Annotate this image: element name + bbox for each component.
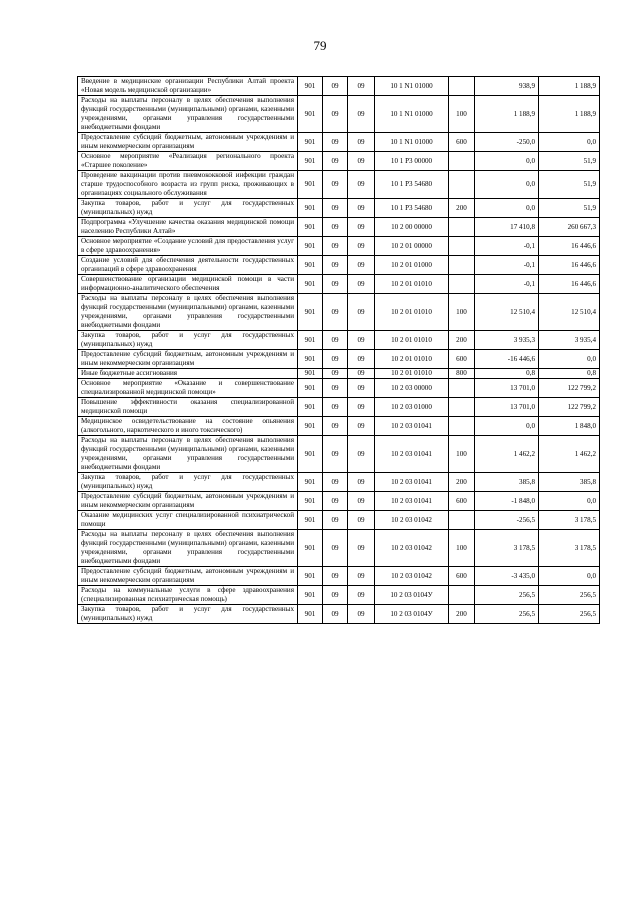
row-amount-1-cell: -1 848,0 <box>475 492 539 511</box>
row-target-article-cell: 10 2 01 01010 <box>375 369 449 379</box>
row-subsection-cell: 09 <box>348 492 375 511</box>
row-amount-1-cell: 938,9 <box>475 77 539 96</box>
row-name-cell: Расходы на выплаты персоналу в целях обеспечения выполнения функций государственными (муниципальными) органами, казенными учреждениями, органами управления государственными внебюджетными фондами <box>78 436 298 473</box>
row-section-cell: 09 <box>323 133 348 152</box>
row-admin-code-cell: 901 <box>298 379 323 398</box>
row-name-cell: Повышение эффективности оказания специализированной медицинской помощи <box>78 398 298 417</box>
row-amount-1-cell: 0,8 <box>475 369 539 379</box>
row-target-article-cell: 10 2 03 01000 <box>375 398 449 417</box>
row-amount-1-cell: 12 510,4 <box>475 294 539 331</box>
table-row <box>78 605 600 624</box>
row-name-cell: Закупка товаров, работ и услуг для государственных (муниципальных) нужд <box>78 473 298 492</box>
row-target-article-cell: 10 1 P3 54680 <box>375 199 449 218</box>
row-amount-2-cell: 12 510,4 <box>539 294 600 331</box>
row-section-cell: 09 <box>323 379 348 398</box>
row-section-cell: 09 <box>323 218 348 237</box>
row-section-cell: 09 <box>323 256 348 275</box>
row-subsection-cell: 09 <box>348 530 375 567</box>
row-amount-2-cell: 0,0 <box>539 350 600 369</box>
row-target-article-cell: 10 2 01 01010 <box>375 331 449 350</box>
row-name-cell: Предоставление субсидий бюджетным, автономным учреждениям и иным некоммерческим организациям <box>78 567 298 586</box>
table-row <box>78 294 600 331</box>
row-expense-kind-cell <box>449 171 475 199</box>
row-expense-kind-cell <box>449 77 475 96</box>
row-amount-2-cell: 0,0 <box>539 133 600 152</box>
row-admin-code-cell: 901 <box>298 256 323 275</box>
row-admin-code-cell: 901 <box>298 171 323 199</box>
table-row <box>78 511 600 530</box>
row-expense-kind-cell: 800 <box>449 369 475 379</box>
row-amount-2-cell: 51,9 <box>539 199 600 218</box>
row-target-article-cell: 10 2 01 01000 <box>375 256 449 275</box>
row-expense-kind-cell: 200 <box>449 473 475 492</box>
row-expense-kind-cell <box>449 275 475 294</box>
row-target-article-cell: 10 1 P3 00000 <box>375 152 449 171</box>
row-name-cell: Предоставление субсидий бюджетным, автономным учреждениям и иным некоммерческим организациям <box>78 350 298 369</box>
row-expense-kind-cell: 600 <box>449 567 475 586</box>
row-subsection-cell: 09 <box>348 218 375 237</box>
row-target-article-cell: 10 2 01 01010 <box>375 350 449 369</box>
row-target-article-cell: 10 1 N1 01000 <box>375 77 449 96</box>
row-amount-2-cell: 51,9 <box>539 171 600 199</box>
table-row <box>78 586 600 605</box>
row-amount-1-cell: 1 462,2 <box>475 436 539 473</box>
row-amount-2-cell: 3 178,5 <box>539 511 600 530</box>
row-subsection-cell: 09 <box>348 605 375 624</box>
row-amount-1-cell: 13 701,0 <box>475 379 539 398</box>
row-expense-kind-cell: 100 <box>449 436 475 473</box>
row-admin-code-cell: 901 <box>298 331 323 350</box>
row-subsection-cell: 09 <box>348 237 375 256</box>
row-admin-code-cell: 901 <box>298 218 323 237</box>
row-amount-2-cell: 3 935,4 <box>539 331 600 350</box>
row-amount-2-cell: 385,8 <box>539 473 600 492</box>
row-subsection-cell: 09 <box>348 152 375 171</box>
row-name-cell: Иные бюджетные ассигнования <box>78 369 298 379</box>
row-subsection-cell: 09 <box>348 275 375 294</box>
row-section-cell: 09 <box>323 171 348 199</box>
row-section-cell: 09 <box>323 275 348 294</box>
row-admin-code-cell: 901 <box>298 586 323 605</box>
row-name-cell: Введение в медицинские организации Республики Алтай проекта «Новая модель медицинской организации» <box>78 77 298 96</box>
row-target-article-cell: 10 2 01 01010 <box>375 294 449 331</box>
row-amount-2-cell: 1 462,2 <box>539 436 600 473</box>
row-admin-code-cell: 901 <box>298 350 323 369</box>
table-row <box>78 492 600 511</box>
budget-table-body <box>78 77 600 624</box>
row-admin-code-cell: 901 <box>298 237 323 256</box>
row-name-cell: Закупка товаров, работ и услуг для государственных (муниципальных) нужд <box>78 331 298 350</box>
row-section-cell: 09 <box>323 511 348 530</box>
row-amount-2-cell: 0,8 <box>539 369 600 379</box>
row-expense-kind-cell <box>449 256 475 275</box>
row-amount-1-cell: 1 188,9 <box>475 96 539 133</box>
row-section-cell: 09 <box>323 492 348 511</box>
row-amount-2-cell: 122 799,2 <box>539 398 600 417</box>
table-row <box>78 369 600 379</box>
row-amount-2-cell: 3 178,5 <box>539 530 600 567</box>
row-section-cell: 09 <box>323 398 348 417</box>
row-admin-code-cell: 901 <box>298 567 323 586</box>
row-admin-code-cell: 901 <box>298 294 323 331</box>
row-subsection-cell: 09 <box>348 294 375 331</box>
row-target-article-cell: 10 1 N1 01000 <box>375 133 449 152</box>
row-section-cell: 09 <box>323 605 348 624</box>
row-subsection-cell: 09 <box>348 331 375 350</box>
row-expense-kind-cell <box>449 379 475 398</box>
row-expense-kind-cell <box>449 586 475 605</box>
row-target-article-cell: 10 2 03 01042 <box>375 511 449 530</box>
row-expense-kind-cell <box>449 398 475 417</box>
row-target-article-cell: 10 2 03 0104У <box>375 586 449 605</box>
row-amount-1-cell: 0,0 <box>475 417 539 436</box>
row-target-article-cell: 10 2 03 00000 <box>375 379 449 398</box>
table-row <box>78 398 600 417</box>
row-admin-code-cell: 901 <box>298 275 323 294</box>
row-amount-1-cell: -16 446,6 <box>475 350 539 369</box>
row-subsection-cell: 09 <box>348 417 375 436</box>
table-row <box>78 379 600 398</box>
row-target-article-cell: 10 2 03 01042 <box>375 530 449 567</box>
row-section-cell: 09 <box>323 294 348 331</box>
row-expense-kind-cell <box>449 417 475 436</box>
row-subsection-cell: 09 <box>348 473 375 492</box>
row-amount-1-cell: 0,0 <box>475 171 539 199</box>
row-expense-kind-cell <box>449 237 475 256</box>
row-expense-kind-cell <box>449 152 475 171</box>
row-name-cell: Основное мероприятие «Реализация регионального проекта «Старшее поколение» <box>78 152 298 171</box>
row-amount-2-cell: 16 446,6 <box>539 275 600 294</box>
row-amount-2-cell: 122 799,2 <box>539 379 600 398</box>
row-name-cell: Подпрограмма «Улучшение качества оказания медицинской помощи населению Республики Алтай» <box>78 218 298 237</box>
table-row <box>78 417 600 436</box>
row-subsection-cell: 09 <box>348 350 375 369</box>
table-row <box>78 77 600 96</box>
row-section-cell: 09 <box>323 369 348 379</box>
row-amount-2-cell: 260 667,3 <box>539 218 600 237</box>
table-row <box>78 331 600 350</box>
row-admin-code-cell: 901 <box>298 492 323 511</box>
row-name-cell: Расходы на коммунальные услуги в сфере здравоохранения (специализированная психиатрическая помощь) <box>78 586 298 605</box>
row-admin-code-cell: 901 <box>298 417 323 436</box>
row-name-cell: Закупка товаров, работ и услуг для государственных (муниципальных) нужд <box>78 605 298 624</box>
row-section-cell: 09 <box>323 417 348 436</box>
row-amount-1-cell: 3 935,3 <box>475 331 539 350</box>
row-amount-2-cell: 16 446,6 <box>539 256 600 275</box>
row-amount-1-cell: -256,5 <box>475 511 539 530</box>
row-amount-2-cell: 16 446,6 <box>539 237 600 256</box>
table-row <box>78 152 600 171</box>
row-target-article-cell: 10 2 03 01041 <box>375 417 449 436</box>
row-amount-1-cell: -0,1 <box>475 237 539 256</box>
table-row <box>78 350 600 369</box>
row-amount-1-cell: 0,0 <box>475 199 539 218</box>
row-target-article-cell: 10 2 03 01041 <box>375 492 449 511</box>
row-target-article-cell: 10 2 01 01010 <box>375 275 449 294</box>
row-subsection-cell: 09 <box>348 379 375 398</box>
row-subsection-cell: 09 <box>348 436 375 473</box>
row-section-cell: 09 <box>323 567 348 586</box>
row-subsection-cell: 09 <box>348 171 375 199</box>
row-subsection-cell: 09 <box>348 511 375 530</box>
row-amount-1-cell: 13 701,0 <box>475 398 539 417</box>
row-admin-code-cell: 901 <box>298 398 323 417</box>
row-subsection-cell: 09 <box>348 199 375 218</box>
row-section-cell: 09 <box>323 436 348 473</box>
row-admin-code-cell: 901 <box>298 369 323 379</box>
row-amount-2-cell: 1 188,9 <box>539 96 600 133</box>
table-row <box>78 473 600 492</box>
row-target-article-cell: 10 2 00 00000 <box>375 218 449 237</box>
row-target-article-cell: 10 2 03 01041 <box>375 436 449 473</box>
row-expense-kind-cell: 100 <box>449 96 475 133</box>
row-target-article-cell: 10 2 03 0104У <box>375 605 449 624</box>
table-row <box>78 133 600 152</box>
row-name-cell: Совершенствование организации медицинской помощи в части информационно-аналитического обеспечения <box>78 275 298 294</box>
row-subsection-cell: 09 <box>348 586 375 605</box>
row-subsection-cell: 09 <box>348 77 375 96</box>
row-name-cell: Оказание медицинских услуг специализированной психиатрической помощи <box>78 511 298 530</box>
row-section-cell: 09 <box>323 199 348 218</box>
budget-table <box>77 76 600 624</box>
row-expense-kind-cell <box>449 511 475 530</box>
table-row <box>78 256 600 275</box>
row-section-cell: 09 <box>323 96 348 133</box>
row-section-cell: 09 <box>323 530 348 567</box>
row-subsection-cell: 09 <box>348 398 375 417</box>
row-expense-kind-cell: 100 <box>449 294 475 331</box>
row-admin-code-cell: 901 <box>298 473 323 492</box>
row-admin-code-cell: 901 <box>298 511 323 530</box>
row-amount-1-cell: 385,8 <box>475 473 539 492</box>
row-name-cell: Предоставление субсидий бюджетным, автономным учреждениям и иным некоммерческим организациям <box>78 133 298 152</box>
row-target-article-cell: 10 2 03 01041 <box>375 473 449 492</box>
row-admin-code-cell: 901 <box>298 199 323 218</box>
row-admin-code-cell: 901 <box>298 96 323 133</box>
row-admin-code-cell: 901 <box>298 530 323 567</box>
row-expense-kind-cell: 600 <box>449 133 475 152</box>
table-row <box>78 567 600 586</box>
row-expense-kind-cell: 200 <box>449 199 475 218</box>
row-section-cell: 09 <box>323 152 348 171</box>
row-section-cell: 09 <box>323 237 348 256</box>
row-subsection-cell: 09 <box>348 133 375 152</box>
row-target-article-cell: 10 2 03 01042 <box>375 567 449 586</box>
row-amount-2-cell: 51,9 <box>539 152 600 171</box>
row-amount-1-cell: 256,5 <box>475 605 539 624</box>
row-amount-1-cell: 17 410,8 <box>475 218 539 237</box>
row-name-cell: Основное мероприятие «Создание условий для предоставления услуг в сфере здравоохранения» <box>78 237 298 256</box>
row-name-cell: Медицинское освидетельствование на состояние опьянения (алкогольного, наркотического и иного токсического) <box>78 417 298 436</box>
row-section-cell: 09 <box>323 350 348 369</box>
row-amount-2-cell: 1 848,0 <box>539 417 600 436</box>
row-name-cell: Расходы на выплаты персоналу в целях обеспечения выполнения функций государственными (муниципальными) органами, казенными учреждениями, органами управления государственными внебюджетными фондами <box>78 96 298 133</box>
row-name-cell: Создание условий для обеспечения деятельности государственных организаций в сфере здравоохранения <box>78 256 298 275</box>
row-name-cell: Предоставление субсидий бюджетным, автономным учреждениям и иным некоммерческим организациям <box>78 492 298 511</box>
row-section-cell: 09 <box>323 331 348 350</box>
table-row <box>78 199 600 218</box>
row-name-cell: Закупка товаров, работ и услуг для государственных (муниципальных) нужд <box>78 199 298 218</box>
table-row <box>78 237 600 256</box>
row-amount-2-cell: 1 188,9 <box>539 77 600 96</box>
row-amount-2-cell: 256,5 <box>539 605 600 624</box>
row-admin-code-cell: 901 <box>298 133 323 152</box>
row-name-cell: Расходы на выплаты персоналу в целях обеспечения выполнения функций государственными (муниципальными) органами, казенными учреждениями, органами управления государственными внебюджетными фондами <box>78 530 298 567</box>
page-number: 79 <box>313 38 327 53</box>
row-amount-1-cell: -250,0 <box>475 133 539 152</box>
row-subsection-cell: 09 <box>348 369 375 379</box>
row-admin-code-cell: 901 <box>298 152 323 171</box>
row-amount-1-cell: 256,5 <box>475 586 539 605</box>
table-row <box>78 96 600 133</box>
row-target-article-cell: 10 2 01 00000 <box>375 237 449 256</box>
row-expense-kind-cell: 200 <box>449 605 475 624</box>
row-admin-code-cell: 901 <box>298 605 323 624</box>
row-expense-kind-cell: 600 <box>449 492 475 511</box>
row-amount-2-cell: 0,0 <box>539 567 600 586</box>
row-expense-kind-cell: 100 <box>449 530 475 567</box>
table-row <box>78 275 600 294</box>
table-row <box>78 436 600 473</box>
table-row <box>78 171 600 199</box>
row-amount-1-cell: 0,0 <box>475 152 539 171</box>
row-section-cell: 09 <box>323 77 348 96</box>
table-row <box>78 218 600 237</box>
row-amount-1-cell: -3 435,0 <box>475 567 539 586</box>
row-expense-kind-cell: 600 <box>449 350 475 369</box>
row-name-cell: Расходы на выплаты персоналу в целях обеспечения выполнения функций государственными (муниципальными) органами, казенными учреждениями, органами управления государственными внебюджетными фондами <box>78 294 298 331</box>
row-amount-2-cell: 0,0 <box>539 492 600 511</box>
row-amount-1-cell: 3 178,5 <box>475 530 539 567</box>
table-row <box>78 530 600 567</box>
row-subsection-cell: 09 <box>348 256 375 275</box>
row-target-article-cell: 10 1 N1 01000 <box>375 96 449 133</box>
row-expense-kind-cell <box>449 218 475 237</box>
row-target-article-cell: 10 1 P3 54680 <box>375 171 449 199</box>
row-amount-1-cell: -0,1 <box>475 256 539 275</box>
row-section-cell: 09 <box>323 473 348 492</box>
row-subsection-cell: 09 <box>348 96 375 133</box>
row-name-cell: Основное мероприятие «Оказание и совершенствование специализированной медицинской помощи» <box>78 379 298 398</box>
row-section-cell: 09 <box>323 586 348 605</box>
row-admin-code-cell: 901 <box>298 77 323 96</box>
row-admin-code-cell: 901 <box>298 436 323 473</box>
row-expense-kind-cell: 200 <box>449 331 475 350</box>
row-amount-2-cell: 256,5 <box>539 586 600 605</box>
row-name-cell: Проведение вакцинации против пневмококковой инфекции граждан старше трудоспособного возраста из групп риска, проживающих в организациях социального обслуживания <box>78 171 298 199</box>
row-amount-1-cell: -0,1 <box>475 275 539 294</box>
row-subsection-cell: 09 <box>348 567 375 586</box>
